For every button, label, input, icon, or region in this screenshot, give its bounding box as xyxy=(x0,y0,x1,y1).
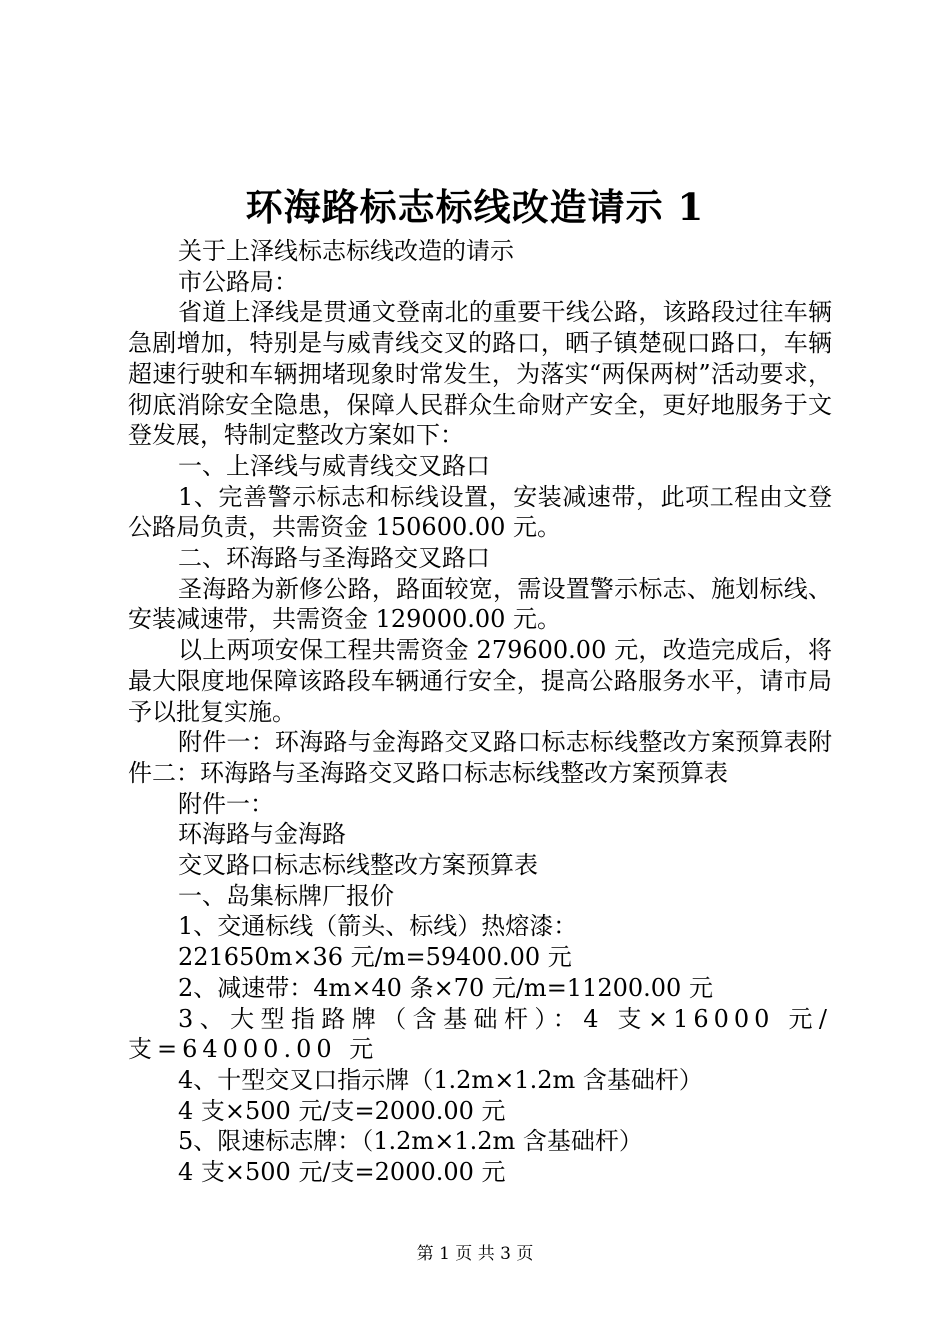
document-title: 环海路标志标线改造请示 1 xyxy=(245,185,705,229)
budget-item: 3、大型指路牌（含基础杆）：4 支×16000 元/支=64000.00 元 xyxy=(128,1004,832,1064)
attachment-label: 附件一： xyxy=(178,789,274,818)
body-paragraph: 以上两项安保工程共需资金 279600.00 元，改造完成后，将最大限度地保障该路段车辆通行安全，提高公路服务水平，请市局予以批复实施。 xyxy=(128,636,832,726)
document-body xyxy=(128,236,832,1188)
attachment-title-line: 交叉路口标志标线整改方案预算表 xyxy=(178,851,538,880)
budget-item: 2、减速带：4m×40 条×70 元/m=11200.00 元 xyxy=(178,973,713,1002)
budget-calculation: 221650m×36 元/m=59400.00 元 xyxy=(178,943,572,972)
budget-item: 5、限速标志牌：（1.2m×1.2m 含基础杆） xyxy=(178,1127,643,1156)
section-heading: 一、上泽线与威青线交叉路口 xyxy=(178,451,490,480)
budget-calculation: 4 支×500 元/支=2000.00 元 xyxy=(178,1158,506,1187)
recipient-line: 市公路局： xyxy=(178,267,298,296)
page-footer: 第 1 页 共 3 页 xyxy=(416,1244,534,1264)
body-paragraph: 省道上泽线是贯通文登南北的重要干线公路，该路段过往车辆急剧增加，特别是与威青线交叉的路口，晒子镇楚砚口路口，车辆超速行驶和车辆拥堵现象时常发生，为落实“两保两树”活动要求，彻底消除安全隐患，保障人民群众生命财产安全，更好地服务于文登发展，特制定整改方案如下： xyxy=(128,298,832,450)
budget-item: 1、交通标线（箭头、标线）热熔漆： xyxy=(178,912,578,941)
attachments-line: 附件一：环海路与金海路交叉路口标志标线整改方案预算表附件二：环海路与圣海路交叉路口标志标线整改方案预算表 xyxy=(128,728,832,787)
section-heading: 一、岛集标牌厂报价 xyxy=(178,881,394,910)
section-heading: 二、环海路与圣海路交叉路口 xyxy=(178,544,490,573)
budget-item: 4、十型交叉口指示牌（1.2m×1.2m 含基础杆） xyxy=(178,1065,703,1094)
body-paragraph: 圣海路为新修公路，路面较宽，需设置警示标志、施划标线、安装减速带，共需资金 129000.00 元。 xyxy=(128,574,832,634)
budget-calculation: 4 支×500 元/支=2000.00 元 xyxy=(178,1096,506,1125)
subject-line: 关于上泽线标志标线改造的请示 xyxy=(178,237,514,265)
body-paragraph: 1、完善警示标志和标线设置，安装减速带，此项工程由文登公路局负责，共需资金 150600.00 元。 xyxy=(128,482,832,542)
attachment-title-line: 环海路与金海路 xyxy=(178,820,346,849)
